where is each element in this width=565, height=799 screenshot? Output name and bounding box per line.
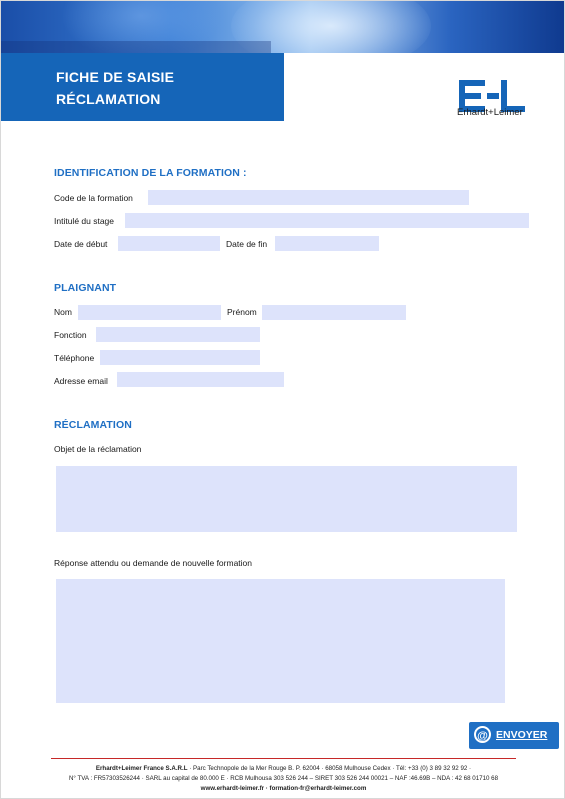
footer-web-links[interactable]: www.erhardt-leimer.fr · formation-fr@erhardt-leimer.com xyxy=(200,785,367,792)
telephone-label: Téléphone xyxy=(54,353,95,363)
footer-line-2: N° TVA : FR57303526244 · SARL au capital de 80.000 E · RCB Mulhousa 303 526 244 – SIRET 303 526 244 00021 – NAF :46.69B – NDA : 42 68 01710 68 xyxy=(68,775,499,782)
envoyer-button[interactable] xyxy=(469,722,559,749)
prenom-field[interactable] xyxy=(262,305,406,320)
objet-reclamation-textarea[interactable] xyxy=(56,466,517,532)
telephone-field[interactable] xyxy=(100,350,260,365)
nom-label: Nom xyxy=(54,307,72,317)
date-fin-field[interactable] xyxy=(275,236,379,251)
adresse-email-field[interactable] xyxy=(117,372,284,387)
date-fin-label: Date de fin xyxy=(226,239,268,249)
date-debut-field[interactable] xyxy=(118,236,220,251)
section-heading-plaignant: PLAIGNANT xyxy=(54,282,117,294)
page-title-line2: RÉCLAMATION xyxy=(56,91,161,107)
footer-line-1 xyxy=(1,765,565,772)
fonction-field[interactable] xyxy=(96,327,260,342)
page-title-line1: FICHE DE SAISIE xyxy=(56,69,175,85)
intitule-stage-label: Intitulé du stage xyxy=(54,216,115,226)
date-debut-label: Date de début xyxy=(54,239,108,249)
code-formation-label: Code de la formation xyxy=(54,193,133,203)
banner-strip xyxy=(1,41,271,53)
code-formation-field[interactable] xyxy=(148,190,469,205)
reponse-attendue-textarea[interactable] xyxy=(56,579,505,703)
section-heading-reclamation: RÉCLAMATION xyxy=(54,419,132,431)
envoyer-button-label: ENVOYER xyxy=(496,729,548,741)
footer-divider xyxy=(51,758,516,759)
section-heading-formation: IDENTIFICATION DE LA FORMATION : xyxy=(54,167,247,179)
footer-address: · Parc Technopole de la Mer Rouge B. P. 62004 · 68058 Mulhouse Cedex · Tél: +33 (0) 3 89 32 92 92 · xyxy=(187,765,472,772)
intitule-stage-field[interactable] xyxy=(125,213,529,228)
prenom-label: Prénom xyxy=(227,307,257,317)
footer-company: Erhardt+Leimer France S.A.R.L xyxy=(95,765,188,772)
at-icon: @ xyxy=(474,726,491,743)
adresse-email-label: Adresse email xyxy=(54,376,108,386)
objet-reclamation-label: Objet de la réclamation xyxy=(54,444,142,454)
header-banner xyxy=(1,1,564,53)
nom-field[interactable] xyxy=(78,305,221,320)
logo-wordmark: Erhardt+Leimer xyxy=(457,107,523,118)
fonction-label: Fonction xyxy=(54,330,87,340)
title-box xyxy=(1,53,284,121)
reponse-attendue-label: Réponse attendu ou demande de nouvelle formation xyxy=(54,558,253,568)
